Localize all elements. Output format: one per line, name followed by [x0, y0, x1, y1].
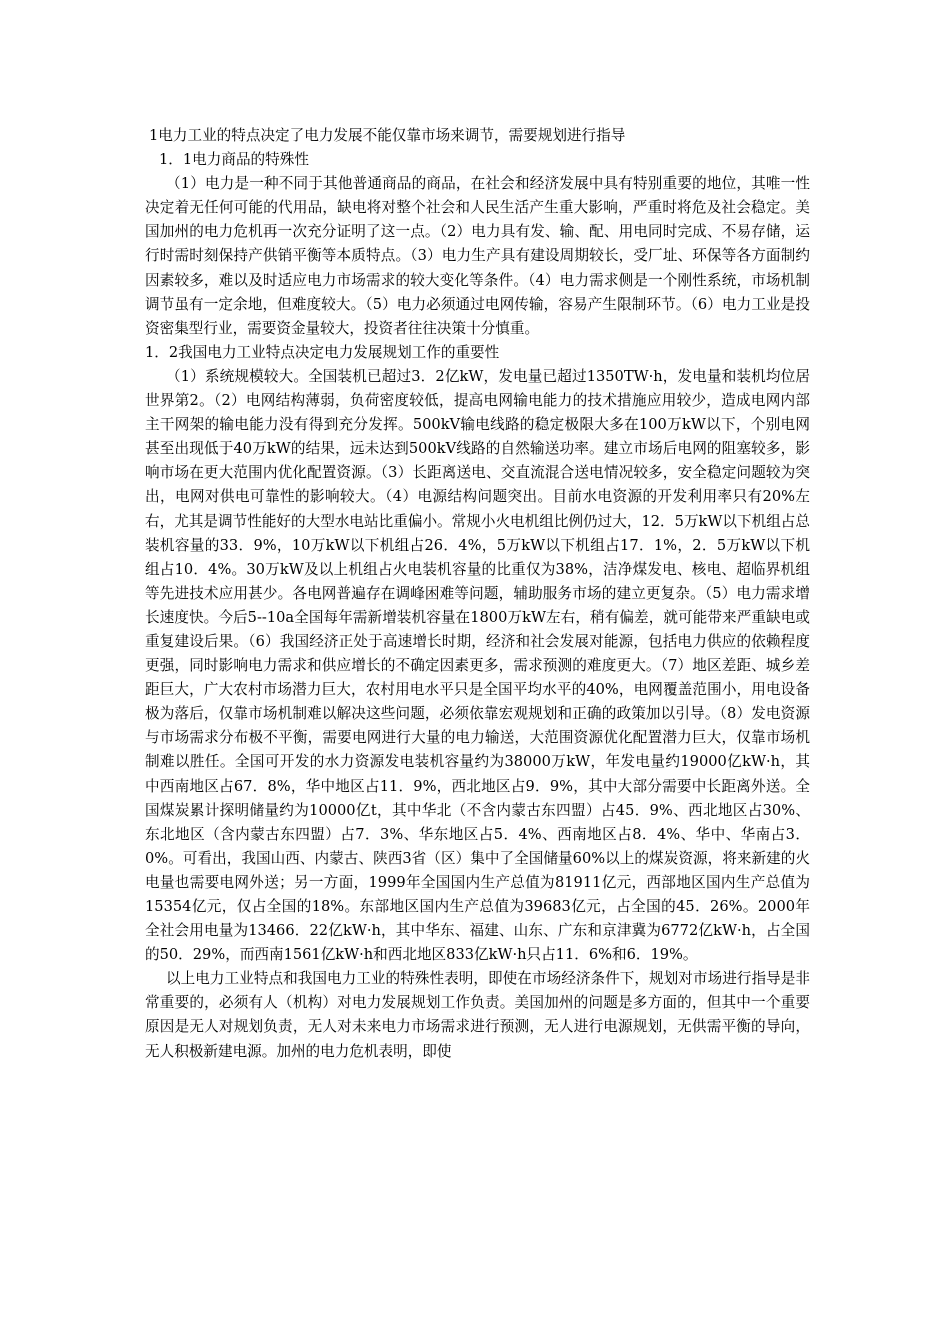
- paragraph-power-commodity: （1）电力是一种不同于其他普通商品的商品，在社会和经济发展中具有特别重要的地位，其唯一性决定着无任何可能的代用品，缺电将对整个社会和人民生活产生重大影响，严重时将危及社会稳定。美国加州的电力危机再一次充分证明了这一点。（2）电力具有发、输、配、用电同时完成、不易存储，运行时需时刻保持产供销平衡等本质特点。（3）电力生产具有建设周期较长，受厂址、环保等各方面制约因素较多，难以及时适应电力市场需求的较大变化等条件。（4）电力需求侧是一个刚性系统，市场机制调节虽有一定余地，但难度较大。（5）电力必须通过电网传输，容易产生限制环节。（6）电力工业是投资密集型行业，需要资金量较大，投资者往往决策十分慎重。: [145, 175, 810, 337]
- section-heading-1: 1电力工业的特点决定了电力发展不能仅靠市场来调节，需要规划进行指导: [149, 127, 626, 144]
- paragraph-china-power-industry: （1）系统规模较大。全国装机已超过3．2亿kW，发电量已超过1350TW·h，发电量和装机均位居世界第2。（2）电网结构薄弱，负荷密度较低，提高电网输电能力的技术措施应用较少，造成电网内部主干网架的输电能力没有得到充分发挥。500kV输电线路的稳定极限大多在100万kW以下，个别电网甚至出现低于40万kW的结果，远未达到500kV线路的自然输送功率。建立市场后电网的阻塞较多，影响市场在更大范围内优化配置资源。（3）长距离送电、交直流混合送电情况较多，安全稳定问题较为突出，电网对供电可靠性的影响较大。（4）电源结构问题突出。目前水电资源的开发利用率只有20%左右，尤其是调节性能好的大型水电站比重偏小。常规小火电机组比例仍过大，12．5万kW以下机组占总装机容量的33．9%，10万kW以下机组占26．4%，5万kW以下机组占17．1%，2．5万kW以下机组占10．4%。30万kW及以上机组占火电装机容量的比重仅为38%，洁净煤发电、核电、超临界机组等先进技术应用甚少。各电网普遍存在调峰困难等问题，辅助服务市场的建立更复杂。（5）电力需求增长速度快。今后5--10a全国每年需新增装机容量在1800万kW左右，稍有偏差，就可能带来严重缺电或重复建设后果。（6）我国经济正处于高速增长时期，经济和社会发展对能源，包括电力供应的依赖程度更强，同时影响电力需求和供应增长的不确定因素更多，需求预测的难度更大。（7）地区差距、城乡差距巨大，广大农村市场潜力巨大，农村用电水平只是全国平均水平的40%，电网覆盖范围小，用电设备极为落后，仅靠市场机制难以解决这些问题，必须依靠宏观规划和正确的政策加以引导。（8）发电资源与市场需求分布极不平衡，需要电网进行大量的电力输送，大范围资源优化配置潜力巨大，仅靠市场机制难以胜任。全国可开发的水力资源发电装机容量约为38000万kW，年发电量约19000亿kW·h，其中西南地区占67．8%，华中地区占11．9%，西北地区占9．9%，其中大部分需要中长距离外送。全国煤炭累计探明储量约为10000亿t，其中华北（不含内蒙古东四盟）占45．9%、西北地区占30%、东北地区（含内蒙古东四盟）占7．3%、华东地区占5．4%、西南地区占8．4%、华中、华南占3．0%。可看出，我国山西、内蒙古、陕西3省（区）集中了全国储量60%以上的煤炭资源，将来新建的火电量也需要电网外送；另一方面，1999年全国国内生产总值为81911亿元，西部地区国内生产总值为15354亿元，仅占全国的18%。东部地区国内生产总值为39683亿元，占全国的45．26%。2000年全社会用电量为13466．22亿kW·h，其中华东、福建、山东、广东和京津冀为6772亿kW·h，占全国的50．29%，而西南1561亿kW·h和西北地区833亿kW·h只占11．6%和6．19%。: [145, 367, 810, 964]
- paragraph-summary: 以上电力工业特点和我国电力工业的特殊性表明，即使在市场经济条件下，规划对市场进行指导是非常重要的，必须有人（机构）对电力发展规划工作负责。美国加州的问题是多方面的，但其中一个重要原因是无人对规划负责，无人对未来电力市场需求进行预测，无人进行电源规划，无供需平衡的导向，无人积极新建电源。加州的电力危机表明，即使: [145, 970, 810, 1060]
- document-body: [145, 124, 810, 1064]
- section-heading-1-1: 1．1电力商品的特殊性: [159, 151, 309, 169]
- section-heading-1-2: 1．2我国电力工业特点决定电力发展规划工作的重要性: [145, 343, 500, 361]
